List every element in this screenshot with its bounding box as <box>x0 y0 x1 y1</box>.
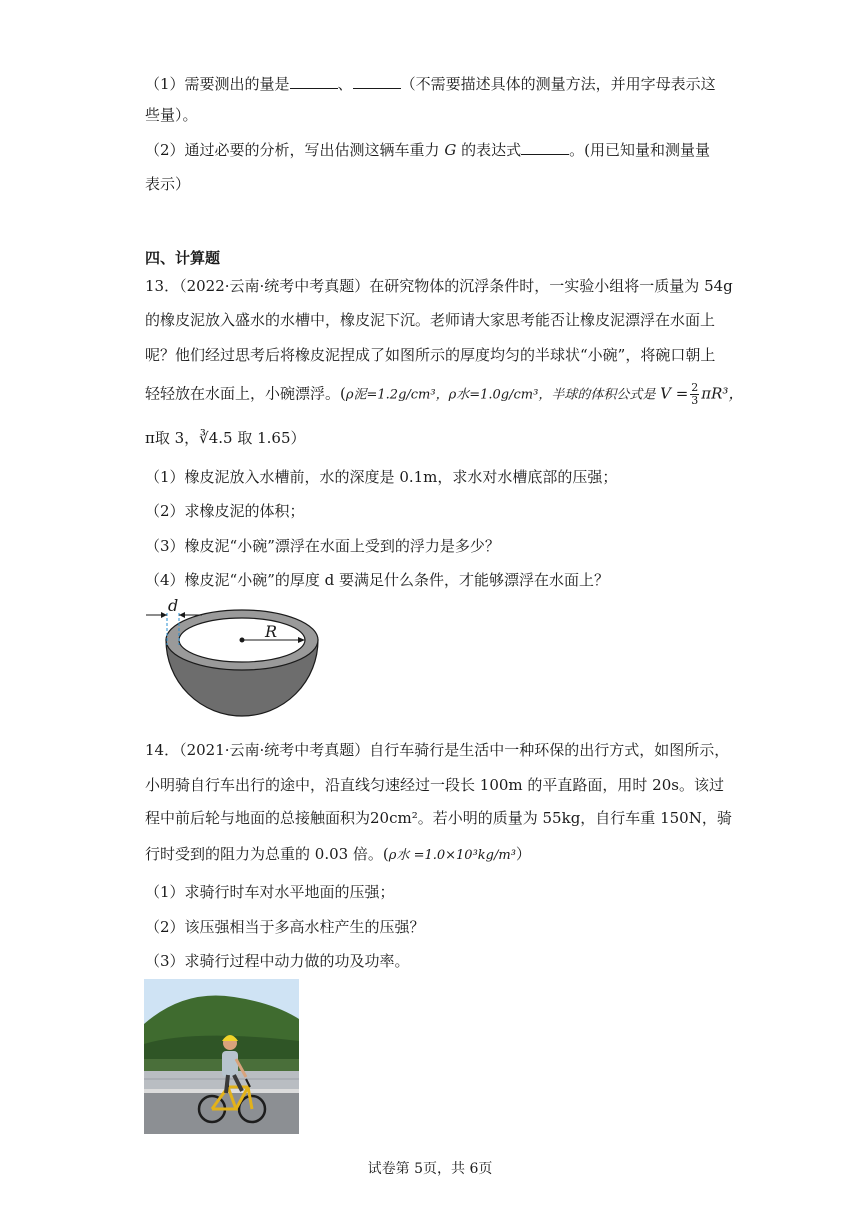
q13-sub1: （1）橡皮泥放入水槽前，水的深度是 0.1m，求水对水槽底部的压强； <box>145 468 618 486</box>
q14-area-value: 20cm² <box>370 809 418 827</box>
q12-part2-text-2: 的表达式 <box>461 141 522 159</box>
q12-part1-line2: 些量）。 <box>145 106 198 124</box>
q12-var-g: G <box>444 141 457 159</box>
page-footer: 试卷第 5页，共 6页 <box>367 1161 493 1177</box>
fig-label-r: R <box>265 622 278 641</box>
q13-formula-tail: πR³， <box>701 384 744 403</box>
q13-line2: 的橡皮泥放入盛水的水槽中，橡皮泥下沉。老师请大家思考能否让橡皮泥漂浮在水面上 <box>145 311 716 329</box>
fig-label-d: d <box>168 596 179 615</box>
q13-fraction: $\frac{2}{3}$ <box>691 381 699 407</box>
q12-part2-text: （2）通过必要的分析，写出估测这辆车重力 <box>145 141 440 159</box>
q14-line3-text: 程中前后轮与地面的总接触面积为 <box>145 809 371 827</box>
q13-line4-text: 轻轻放在水面上，小碗漂浮。( <box>145 384 346 403</box>
q12-part2-line1 <box>145 140 710 160</box>
section-title: 四、计算题 <box>145 249 221 267</box>
q14-line3 <box>145 808 732 828</box>
q13-line4 <box>145 382 743 407</box>
q12-part1-text-2: （不需要描述具体的测量方法，并用字母表示这 <box>400 75 716 93</box>
answer-blank[interactable] <box>353 74 401 89</box>
q13-rho-water: ρ水=1.0g/cm³，半球的体积公式是 <box>448 387 656 403</box>
q13-line5: π取 3，∛4.5 取 1.65） <box>145 429 306 447</box>
q14-sub1: （1）求骑行时车对水平地面的压强； <box>145 883 395 901</box>
q12-part1-line1 <box>145 74 716 94</box>
q12-part1-text: （1）需要测出的量是 <box>145 75 290 93</box>
q13-volume-symbol: V = <box>660 384 689 403</box>
q13-sub3: （3）橡皮泥“小碗”漂浮在水面上受到的浮力是多少？ <box>145 537 500 555</box>
q12-part2-text-3: 。(用已知量和测量量 <box>569 141 710 159</box>
cyclist-photo <box>144 979 299 1134</box>
q14-line3-text-2: 。若小明的质量为 55kg，自行车重 150N，骑 <box>417 809 732 827</box>
q13-sub4: （4）橡皮泥“小碗”的厚度 d 要满足什么条件，才能够漂浮在水面上？ <box>145 571 610 589</box>
q14-rho-water: ρ水 =1.0×10³kg/m³ <box>388 848 516 863</box>
q14-line4-text: 行时受到的阻力为总重的 0.03 倍。( <box>145 845 389 863</box>
q13-line3: 呢？他们经过思考后将橡皮泥捏成了如图所示的厚度均匀的半球状“小碗”，将碗口朝上 <box>145 346 716 364</box>
q14-sub2: （2）该压强相当于多高水柱产生的压强？ <box>145 918 425 936</box>
q13-line1: 13．（2022·云南·统考中考真题）在研究物体的沉浮条件时，一实验小组将一质量为 54g <box>145 277 733 295</box>
q12-part1-sep: 、 <box>337 75 353 93</box>
q14-line2: 小明骑自行车出行的途中，沿直线匀速经过一段长 100m 的平直路面，用时 20s。该过 <box>145 776 724 794</box>
q13-rho-clay: ρ泥=1.2g/cm³， <box>345 387 449 403</box>
q14-line4 <box>145 844 531 866</box>
q14-sub3: （3）求骑行过程中动力做的功及功率。 <box>145 952 410 970</box>
q12-part2-line2: 表示） <box>145 175 191 193</box>
answer-blank[interactable] <box>521 140 569 155</box>
q13-sub2: （2）求橡皮泥的体积； <box>145 502 305 520</box>
answer-blank[interactable] <box>290 74 338 89</box>
q14-line4-close: ） <box>515 845 531 863</box>
q14-line1: 14．（2021·云南·统考中考真题）自行车骑行是生活中一种环保的出行方式，如图所示， <box>145 741 730 759</box>
